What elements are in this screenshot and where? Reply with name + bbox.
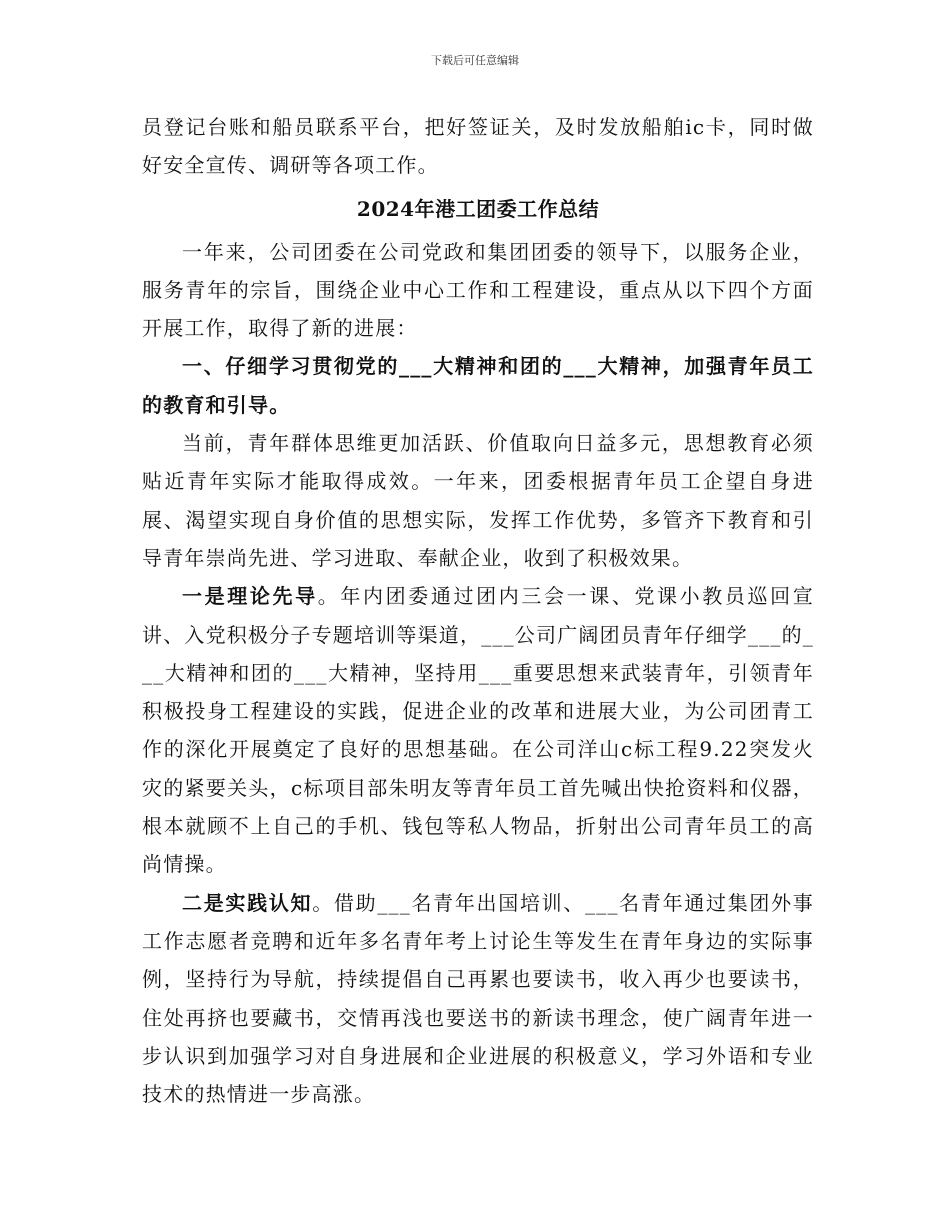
document-body [142,108,814,1113]
practice-lead: 二是实践认知 [182,890,313,915]
page-header: 下载后可任意编辑 [431,54,519,67]
practice-text: 。借助___名青年出国培训、___名青年通过集团外事工作志愿者竞聘和近年多名青年考上讨论生等发生在青年身边的实际事例，坚持行为导航，持续提倡自己再累也要读书，收入再少也要读书，住处再挤也要藏书，交情再浅也要送书的新读书理念，使广阔青年进一步认识到加强学习对自身进展和企业进展的积极意义，学习外语和专业技术的热情进一步高涨。 [142,890,815,1107]
document-title: 2024年港工团委工作总结 [356,196,600,221]
theory-lead: 一是理论先导 [182,584,318,609]
theory-paragraph [142,577,814,883]
continuation-paragraph: 员登记台账和船员联系平台，把好签证关，及时发放船舶ic卡，同时做好安全宣传、调研等各项工作。 [142,115,814,178]
practice-paragraph [142,884,814,1114]
intro-paragraph: 一年来，公司团委在公司党政和集团团委的领导下，以服务企业，服务青年的宗旨，围绕企业中心工作和工程建设，重点从以下四个方面开展工作，取得了新的进展： [142,239,814,341]
theory-text: 。年内团委通过团内三会一课、党课小教员巡回宣讲、入党积极分子专题培训等渠道，___公司广阔团员青年仔细学___的___大精神和团的___大精神，坚持用___重要思想来武装青年，引领青年积极投身工程建设的实践，促进企业的改革和进展大业，为公司团青工作的深化开展奠定了良好的思想基础。在公司洋山c标工程9.22突发火灾的紧要关头，c标项目部朱明友等青年员工首先喊出快抢资料和仪器，根本就顾不上自己的手机、钱包等私人物品，折射出公司青年员工的高尚情操。 [142,584,814,877]
context-paragraph: 当前，青年群体思维更加活跃、价值取向日益多元，思想教育必须贴近青年实际才能取得成效。一年来，团委根据青年员工企望自身进展、渴望实现自身价值的思想实际，发挥工作优势，多管齐下教育和引导青年崇尚先进、学习进取、奉献企业，收到了积极效果。 [142,431,814,570]
section-heading-1: 一、仔细学习贯彻党的___大精神和团的___大精神，加强青年员工的教育和引导。 [142,354,814,417]
